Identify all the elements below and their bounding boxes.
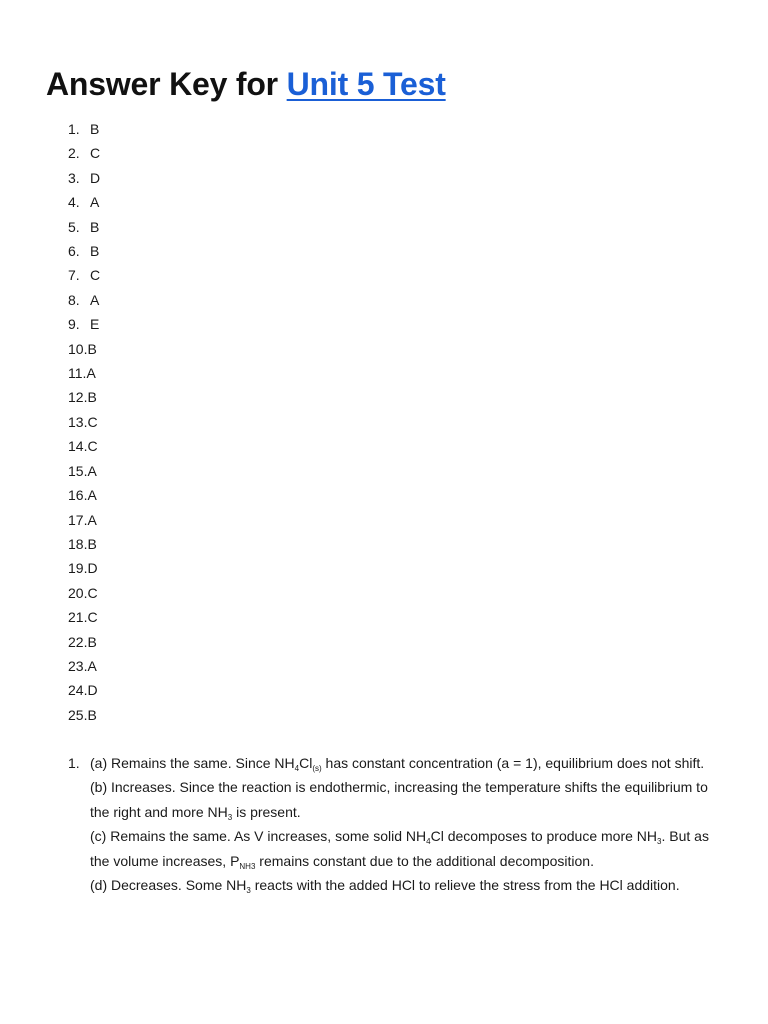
answer-number: 15. xyxy=(68,462,88,479)
answer-number: 24. xyxy=(68,682,88,699)
answer-letter: D xyxy=(90,169,101,186)
answer-number: 1. xyxy=(68,121,80,137)
answer-number: 20. xyxy=(68,584,88,601)
answer-number: 3. xyxy=(68,169,80,186)
answer-number: 4. xyxy=(68,194,80,211)
answer-letter: C xyxy=(87,609,98,626)
answer-number: 23. xyxy=(68,657,88,674)
answer-item xyxy=(68,630,100,654)
answer-letter: E xyxy=(90,316,100,333)
part-a-sub-1: 4 xyxy=(294,764,300,773)
answer-item xyxy=(68,532,100,556)
answer-item xyxy=(68,556,100,580)
answer-letter: B xyxy=(87,633,97,650)
answer-item xyxy=(68,312,100,336)
answer-item xyxy=(68,605,100,629)
explanation-number: 1. xyxy=(68,755,80,771)
answer-number: 19. xyxy=(68,560,88,577)
answer-letter: A xyxy=(87,487,97,504)
part-a-text-2: Cl xyxy=(299,755,313,771)
answer-number: 7. xyxy=(68,267,80,284)
answer-letter: D xyxy=(87,560,98,577)
part-c-sub-1: 4 xyxy=(426,837,431,847)
explanation-part-a xyxy=(90,751,728,775)
answer-item xyxy=(68,166,100,190)
answer-item xyxy=(68,459,100,483)
answer-item xyxy=(68,361,100,385)
explanation-part-c xyxy=(90,824,728,873)
answer-letter: B xyxy=(90,121,100,137)
explanation-part-d xyxy=(90,873,728,897)
answer-item xyxy=(68,654,100,678)
answer-item xyxy=(68,141,100,165)
title-prefix: Answer Key for xyxy=(46,66,287,102)
answer-item xyxy=(68,239,100,263)
part-d-text-1: (d) Decreases. Some NH xyxy=(90,877,247,894)
answer-letter: A xyxy=(87,511,97,528)
part-c-sub-3: NH3 xyxy=(239,861,256,871)
answer-letter: D xyxy=(87,682,98,699)
answer-item xyxy=(68,215,100,239)
answer-number: 8. xyxy=(68,291,80,308)
part-b-text-1: (b) Increases. Since the reaction is endothermic, increasing the temperature shifts the equilibrium to the right and more NH xyxy=(90,779,708,820)
answer-letter: B xyxy=(87,389,97,406)
answer-number: 12. xyxy=(68,389,88,406)
answer-item xyxy=(68,508,100,532)
answer-number: 18. xyxy=(68,535,88,552)
answer-number: 2. xyxy=(68,145,80,162)
answer-letter: C xyxy=(87,413,98,430)
answer-number: 17. xyxy=(68,511,88,528)
page-title xyxy=(46,66,446,103)
answer-letter: C xyxy=(87,438,98,455)
answer-number: 16. xyxy=(68,487,88,504)
answer-number: 9. xyxy=(68,316,80,333)
part-d-sub-1: 3 xyxy=(246,886,251,896)
answer-letter: A xyxy=(86,365,96,382)
part-c-text-4: remains constant due to the additional decomposition. xyxy=(255,852,594,869)
answer-letter: C xyxy=(90,145,101,162)
answer-letter: B xyxy=(90,218,100,235)
part-a-text-1: (a) Remains the same. Since NH xyxy=(90,755,295,771)
answer-number: 22. xyxy=(68,633,88,650)
answer-item xyxy=(68,117,100,141)
part-d-text-2: reacts with the added HCl to relieve the stress from the HCl addition. xyxy=(250,877,680,894)
explanation-body xyxy=(90,751,728,897)
answer-item xyxy=(68,288,100,312)
answer-item xyxy=(68,337,100,361)
explanation-part-b xyxy=(90,775,728,824)
answer-item xyxy=(68,385,100,409)
answer-item xyxy=(68,581,100,605)
answer-letter: B xyxy=(87,706,97,723)
answer-list xyxy=(68,117,100,727)
part-c-sub-2: 3 xyxy=(657,837,662,847)
explanation-item xyxy=(68,751,728,897)
part-a-text-3: has constant concentration (a = 1), equilibrium does not shift. xyxy=(321,755,705,771)
part-c-text-2: Cl decomposes to produce more NH xyxy=(430,828,658,845)
answer-number: 10. xyxy=(68,340,88,357)
answer-item xyxy=(68,434,100,458)
explanation-section xyxy=(68,751,728,897)
answer-number: 25. xyxy=(68,706,88,723)
answer-item xyxy=(68,263,100,287)
answer-letter: A xyxy=(90,194,100,211)
answer-number: 14. xyxy=(68,438,88,455)
part-c-text-3: . But as the volume increases, P xyxy=(90,828,709,869)
answer-letter: C xyxy=(90,267,101,284)
answer-number: 13. xyxy=(68,413,88,430)
answer-number: 21. xyxy=(68,609,88,626)
unit-test-link[interactable]: Unit 5 Test xyxy=(286,66,446,102)
answer-number: 11. xyxy=(68,365,87,382)
answer-number: 6. xyxy=(68,243,80,260)
answer-item xyxy=(68,703,100,727)
answer-letter: A xyxy=(87,462,97,479)
part-a-sub-2: (s) xyxy=(312,764,322,773)
answer-item xyxy=(68,483,100,507)
answer-letter: B xyxy=(87,535,97,552)
answer-item xyxy=(68,190,100,214)
answer-item xyxy=(68,678,100,702)
answer-number: 5. xyxy=(68,218,80,235)
part-b-sub-1: 3 xyxy=(227,812,233,822)
answer-letter: A xyxy=(90,291,100,308)
answer-letter: B xyxy=(87,340,97,357)
answer-letter: A xyxy=(87,657,97,674)
part-b-text-2: is present. xyxy=(232,803,301,820)
answer-letter: B xyxy=(90,243,100,260)
answer-item xyxy=(68,410,100,434)
part-c-text-1: (c) Remains the same. As V increases, some solid NH xyxy=(90,828,427,845)
answer-letter: C xyxy=(87,584,98,601)
